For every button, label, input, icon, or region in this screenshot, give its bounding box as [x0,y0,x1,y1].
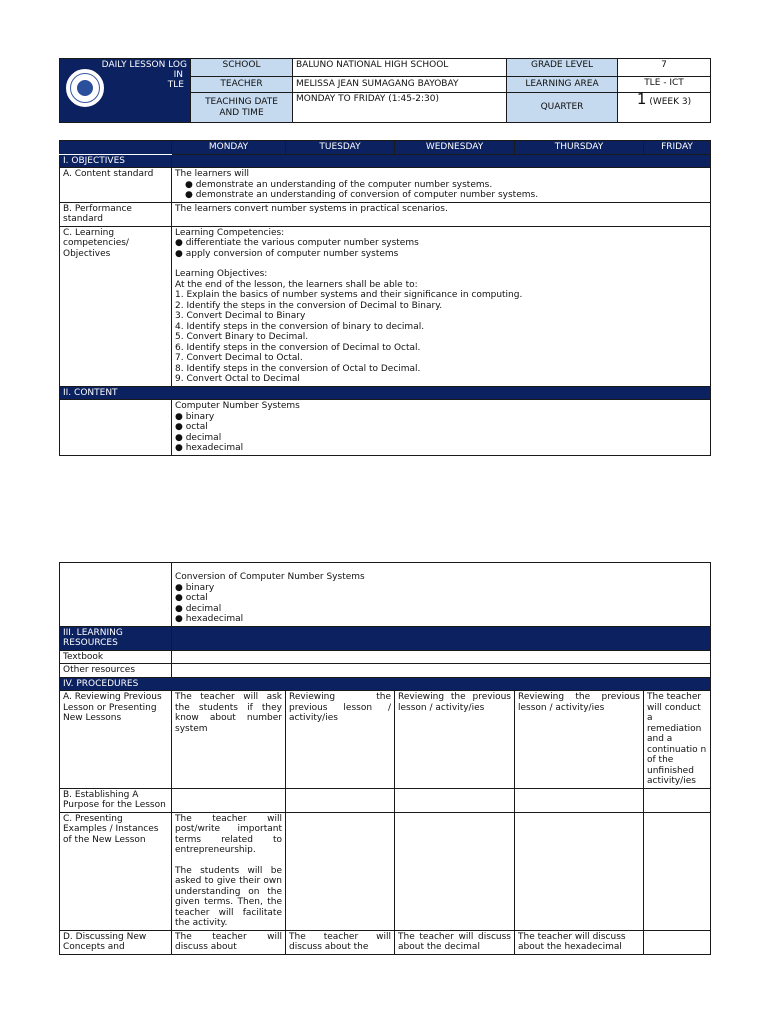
day-friday: FRIDAY [644,141,711,155]
learning-area-label: LEARNING AREA [507,77,618,93]
procedure-a-friday: The teacher will conduct a remediation and a continuatio n of the unfinished activity/ies [644,691,711,789]
competencies-value: Learning Competencies: ● differentiate the various computer number systems ● apply conversion of computer number systems Learning Objectives: At the end of the lesson, the learners shall be able to: 1. Explain the basics of number systems and their significance in computing. 2. Identify the steps in the conversion of Decimal to Binary. 3. Convert Decimal to Binary 4. Identify steps in the conversion of binary to decimal. 5. Convert Binary to Decimal. 6. Identify steps in the conversion of Decimal to Octal. 7. Convert Decimal to Octal. 8. Identify steps in the conversion of Octal to Decimal. 9. Convert Octal to Decimal [172,226,711,386]
procedure-a-tuesday: Reviewing the previous lesson / activity/ies [286,691,395,789]
teaching-date-label: TEACHING DATE AND TIME [191,93,293,123]
quarter-value: 1 (WEEK 3) [618,93,711,123]
grade-level-value: 7 [618,59,711,77]
content-value: Computer Number Systems ● binary ● octal ● decimal ● hexadecimal [172,400,711,456]
conversion-content: Conversion of Computer Number Systems ● binary ● octal ● decimal ● hexadecimal [172,563,711,627]
content-standard-label: A. Content standard [60,168,172,203]
other-resources-label: Other resources [60,664,172,678]
day-tuesday: TUESDAY [286,141,395,155]
learning-area-value: TLE - ICT [618,77,711,93]
teacher-value: MELISSA JEAN SUMAGANG BAYOBAY [293,77,507,93]
procedure-c-label: C. Presenting Examples / Instances of the New Lesson [60,812,172,930]
procedure-d-monday: The teacher will discuss about [172,930,286,954]
school-label: SCHOOL [191,59,293,77]
day-wednesday: WEDNESDAY [395,141,515,155]
procedure-b-label: B. Establishing A Purpose for the Lesson [60,788,172,812]
deped-seal-icon [64,67,106,109]
performance-standard-label: B. Performance standard [60,202,172,226]
objective-item: 7. Convert Decimal to Octal. [175,353,303,363]
day-monday: MONDAY [172,141,286,155]
procedures-heading: IV. PROCEDURES [60,677,711,691]
objective-item: 6. Identify steps in the conversion of Decimal to Octal. [175,342,421,353]
objective-item: 2. Identify the steps in the conversion of Decimal to Binary. [175,300,443,311]
procedure-d-thursday: The teacher will discuss about the hexadecimal [515,930,644,954]
log-title: DAILY LESSON LOG IN TLE [101,60,187,90]
quarter-label: QUARTER [507,93,618,123]
procedure-a-thursday: Reviewing the previous lesson / activity/ies [515,691,644,789]
grade-level-label: GRADE LEVEL [507,59,618,77]
objective-item: 1. Explain the basics of number systems and their significance in computing. [175,290,523,300]
day-thursday: THURSDAY [515,141,644,155]
teaching-date-value: MONDAY TO FRIDAY (1:45-2:30) [293,93,507,123]
procedure-c-monday: The teacher will post/write important terms related to entrepreneurship. The students will be asked to give their own understanding on the given terms. Then, the teacher will facilitate the activity. [172,812,286,930]
procedure-a-wednesday: Reviewing the previous lesson / activity/ies [395,691,515,789]
procedure-d-tuesday: The teacher will discuss about the [286,930,395,954]
corner-cell [60,141,172,155]
procedure-d-wednesday: The teacher will discuss about the decimal [395,930,515,954]
lesson-log-header [59,58,711,123]
objective-item: 4. Identify steps in the conversion of binary to decimal. [175,321,425,332]
objective-item: 8. Identify steps in the conversion of Octal to Decimal. [175,363,421,374]
competencies-label: C. Learning competencies/ Objectives [60,226,172,386]
school-value: BALUNO NATIONAL HIGH SCHOOL [293,59,507,77]
teacher-label: TEACHER [191,77,293,93]
procedures-table [59,562,711,955]
objective-item: 3. Convert Decimal to Binary [175,311,306,321]
objectives-table [59,140,711,456]
procedure-d-label: D. Discussing New Concepts and [60,930,172,954]
performance-standard-value: The learners convert number systems in practical scenarios. [172,202,711,226]
procedure-a-label: A. Reviewing Previous Lesson or Presenting New Lessons [60,691,172,789]
content-standard-value: The learners will ● demonstrate an understanding of the computer number systems. ● demonstrate an understanding of conversion of computer number systems. [172,168,711,203]
objective-item: 9. Convert Octal to Decimal [175,374,300,384]
header-logo-cell [60,59,191,123]
resources-heading: III. LEARNING RESOURCES [60,626,172,650]
objective-item: 5. Convert Binary to Decimal. [175,332,309,342]
objectives-heading: I. OBJECTIVES [60,154,172,168]
content-heading: II. CONTENT [60,386,711,400]
textbook-label: Textbook [60,650,172,664]
procedure-a-monday: The teacher will ask the students if they know about number system [172,691,286,789]
